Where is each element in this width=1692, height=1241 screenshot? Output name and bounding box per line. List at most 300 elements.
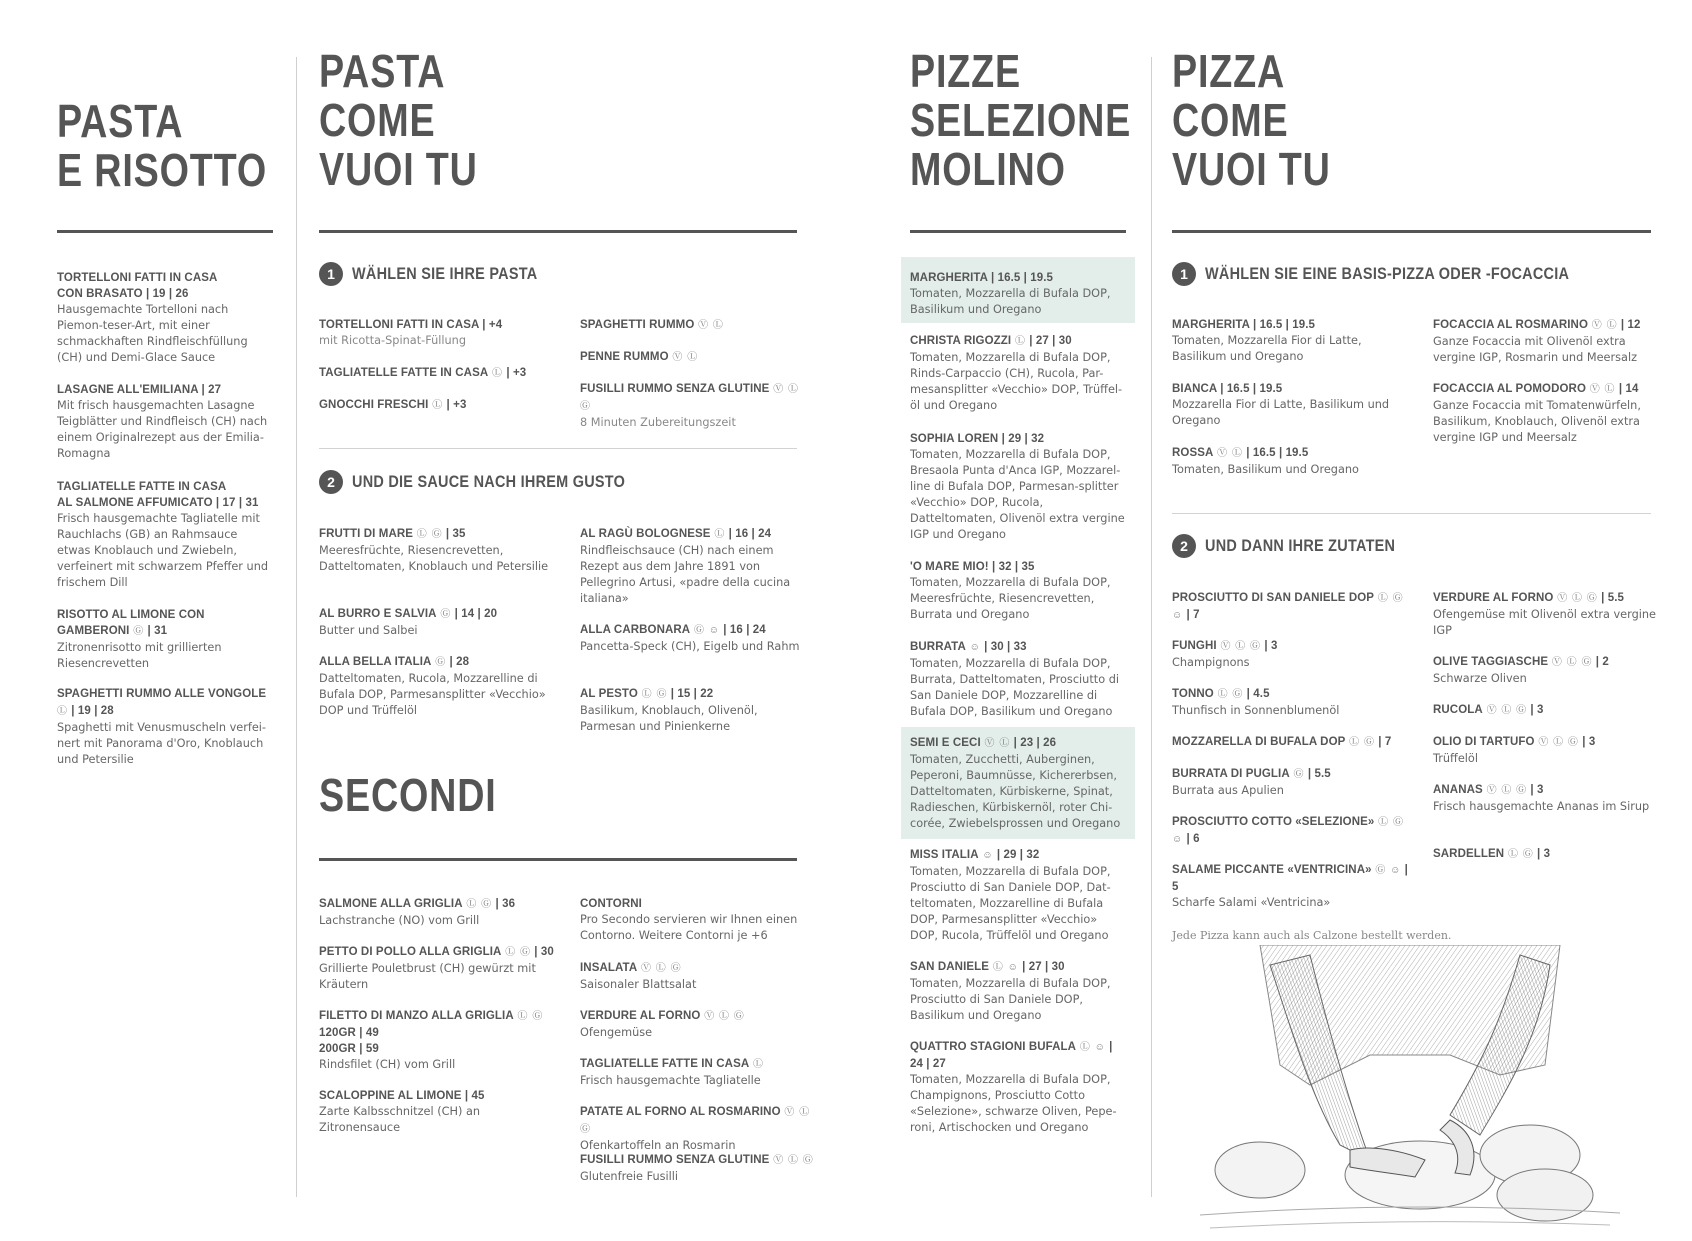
- allergen-icons: Ⓛ: [1011, 336, 1026, 347]
- item-name: [910, 270, 1126, 286]
- item-price: | 7: [1374, 736, 1392, 748]
- item-price: | +4: [479, 319, 503, 331]
- item-name-text: AL SALMONE AFFUMICATO: [57, 497, 213, 509]
- menu-item: [1172, 590, 1412, 624]
- item-price: | 5.5: [1597, 592, 1624, 604]
- item-description: Zitronenrisotto mit grillierten Riesencrevetten: [57, 641, 222, 670]
- menu-item: [910, 639, 1126, 720]
- item-name: [910, 1039, 1126, 1072]
- item-name-text: FOCACCIA AL POMODORO: [1433, 383, 1586, 395]
- menu-item: [1172, 686, 1412, 719]
- menu-item: [580, 349, 805, 366]
- item-name-text: RUCOLA: [1433, 704, 1483, 716]
- item-name-text: BURRATA: [910, 641, 966, 653]
- item-price: | 16 | 24: [725, 528, 772, 540]
- item-description: Frisch hausgemachte Ananas im Sirup: [1433, 800, 1650, 813]
- menu-item: [57, 270, 272, 366]
- menu-item: [1172, 638, 1412, 671]
- item-name-text: MARGHERITA: [910, 272, 988, 284]
- hands-kneading-dough-illustration: [1200, 945, 1620, 1235]
- column-divider: [1151, 57, 1152, 1197]
- item-description: Tomaten, Mozzarella di Bufala DOP, Meeresfrüchte, Riesencrevetten, Burrata und Oregano: [910, 576, 1111, 621]
- item-price: | 28: [446, 656, 470, 668]
- item-description: Ganze Focaccia mit Tomatenwürfeln, Basilikum, Knoblauch, Olivenöl extra vergine IGP und Meersalz: [1433, 399, 1641, 444]
- item-name-text: GNOCCHI FRESCHI: [319, 399, 429, 411]
- allergen-icons: Ⓥ Ⓛ: [694, 320, 724, 331]
- item-description: Tomaten, Mozzarella di Bufala DOP, Basilikum und Oregano: [910, 287, 1111, 316]
- calzone-note: Jede Pizza kann auch als Calzone bestellt werden.: [1172, 929, 1452, 942]
- menu-item: [1433, 654, 1663, 687]
- item-name-text: SPAGHETTI RUMMO ALLE VONGOLE: [57, 688, 267, 700]
- item-description: Burrata aus Apulien: [1172, 784, 1284, 797]
- item-description: Ofengemüse mit Olivenöl extra vergine IGP: [1433, 608, 1656, 637]
- item-name-text: AL PESTO: [580, 688, 638, 700]
- allergen-icons: Ⓛ: [488, 368, 504, 379]
- item-name: [580, 317, 805, 334]
- item-description: Trüffelöl: [1433, 752, 1478, 765]
- item-name-text: LASAGNE ALL'EMILIANA: [57, 384, 199, 396]
- item-name: [580, 381, 805, 415]
- item-name-text: TAGLIATELLE FATTE IN CASA: [57, 481, 227, 493]
- section-rule: [319, 230, 797, 233]
- item-name-text: BURRATA DI PUGLIA: [1172, 768, 1290, 780]
- item-price: | 27 | 30: [1018, 961, 1065, 973]
- item-name-text: FOCACCIA AL ROSMARINO: [1433, 319, 1589, 331]
- menu-item: [57, 686, 272, 768]
- step-title: WÄHLEN SIE IHRE PASTA: [352, 264, 538, 283]
- item-name-text: ROSSA: [1172, 447, 1214, 459]
- item-name: [580, 1152, 815, 1169]
- menu-item: [580, 960, 815, 993]
- item-name: [580, 622, 805, 639]
- item-price: | 29 | 32: [998, 433, 1045, 445]
- step-choose-toppings: [1172, 534, 1429, 558]
- column-divider: [296, 57, 297, 1197]
- item-name-text: 'O MARE MIO!: [910, 561, 989, 573]
- allergen-icons: Ⓛ Ⓖ ☺: [1172, 817, 1404, 845]
- item-price: | 35: [442, 528, 466, 540]
- item-name: [1172, 686, 1412, 703]
- item-name: [319, 606, 559, 623]
- item-name: [57, 270, 272, 302]
- menu-item: [580, 1152, 815, 1185]
- item-description: Tomaten, Mozzarella di Bufala DOP, Prosciutto di San Daniele DOP, Dat-teltomaten, Mozzarelline di Bufala DOP, Parmesansplitter «Vecchio» DOP, Rucola, Trüffelöl und Oregano: [910, 865, 1111, 942]
- step-choose-pasta: [319, 262, 570, 286]
- section-title-pizza-come-vuoi-tu: PIZZA COME VUOI TU: [1172, 45, 1331, 195]
- menu-item: [1172, 734, 1412, 751]
- item-name: [1172, 590, 1412, 624]
- allergen-icons: Ⓛ Ⓖ: [1213, 689, 1244, 700]
- item-name-text: SALMONE ALLA GRIGLIA: [319, 898, 463, 910]
- item-name-text: TAGLIATELLE FATTE IN CASA: [580, 1058, 750, 1070]
- item-name-text: MOZZARELLA DI BUFALA DOP: [1172, 736, 1346, 748]
- menu-item: [580, 526, 805, 607]
- menu-item: [319, 654, 559, 719]
- item-description: Tomaten, Mozzarella di Bufala DOP, Burrata, Datteltomaten, Prosciutto di San Daniele DOP, Mozzarelline di Bufala DOP, Basilikum und Oregano: [910, 657, 1120, 718]
- item-name-text: ALLA BELLA ITALIA: [319, 656, 432, 668]
- item-name-text: PROSCIUTTO COTTO «SELEZIONE»: [1172, 816, 1375, 828]
- divider: [1172, 513, 1651, 514]
- menu-item: [580, 622, 805, 655]
- item-name-text: MISS ITALIA: [910, 849, 979, 861]
- menu-item: [1433, 734, 1663, 767]
- menu-item: [580, 1008, 815, 1041]
- menu-item: [1172, 381, 1397, 429]
- item-description: Pancetta-Speck (CH), Eigelb und Rahm: [580, 640, 800, 653]
- menu-item: [580, 896, 815, 944]
- item-name: [580, 1104, 815, 1138]
- item-name: [580, 686, 805, 703]
- menu-item: [1172, 317, 1397, 365]
- item-name-text: SEMI E CECI: [910, 737, 981, 749]
- item-price: | 7: [1183, 609, 1200, 621]
- item-price: | 19 | 28: [68, 705, 114, 717]
- item-description: Basilikum, Knoblauch, Olivenöl, Parmesan und Pinienkerne: [580, 704, 758, 733]
- item-name-text: SALAME PICCANTE «VENTRICINA»: [1172, 864, 1372, 876]
- item-description: Tomaten, Mozzarella Fior di Latte, Basilikum und Oregano: [1172, 334, 1362, 363]
- menu-item: [580, 381, 805, 431]
- item-description: Thunfisch in Sonnenblumenöl: [1172, 704, 1340, 717]
- item-name: [1172, 734, 1412, 751]
- section-rule: [57, 230, 273, 233]
- step-number: 2: [319, 470, 343, 494]
- item-description: Tomaten, Mozzarella di Bufala DOP, Prosciutto di San Daniele DOP, Basilikum und Oregano: [910, 977, 1111, 1022]
- item-price: | 16.5 | 19.5: [1216, 383, 1283, 395]
- menu-item: [910, 959, 1126, 1024]
- allergen-icons: Ⓥ Ⓛ: [1588, 320, 1618, 331]
- allergen-icons: Ⓛ Ⓖ: [1345, 737, 1375, 748]
- item-price: | 5.5: [1304, 768, 1331, 780]
- allergen-icons: Ⓖ ☺: [690, 625, 720, 636]
- allergen-icons: ☺: [965, 642, 981, 653]
- item-name: [580, 960, 815, 977]
- allergen-icons: Ⓛ: [710, 529, 726, 540]
- allergen-icons: Ⓥ Ⓛ Ⓖ: [1482, 785, 1528, 796]
- allergen-icons: Ⓥ Ⓛ Ⓖ: [1482, 705, 1528, 716]
- item-name: [580, 349, 805, 366]
- item-size-price: 200GR | 59: [319, 1043, 379, 1055]
- item-description: Rindsfilet (CH) vom Grill: [319, 1058, 456, 1071]
- item-price: | +3: [443, 399, 467, 411]
- item-name-text: OLIVE TAGGIASCHE: [1433, 656, 1549, 668]
- item-name: [319, 526, 559, 543]
- item-name: [319, 944, 559, 961]
- item-price: | 23 | 26: [1010, 737, 1057, 749]
- item-price: | 3: [1527, 704, 1544, 716]
- item-name-text: PATATE AL FORNO AL ROSMARINO: [580, 1106, 781, 1118]
- menu-item: [910, 847, 1126, 944]
- item-name: [319, 365, 559, 382]
- allergen-icons: Ⓛ: [749, 1059, 765, 1070]
- menu-item: [319, 397, 559, 414]
- item-name-text: QUATTRO STAGIONI BUFALA: [910, 1041, 1077, 1053]
- item-name-text: ANANAS: [1433, 784, 1483, 796]
- item-name: [1433, 317, 1663, 334]
- item-price: | 3: [1527, 784, 1544, 796]
- menu-item: [580, 686, 805, 735]
- item-price: | 3: [1261, 640, 1278, 652]
- item-description: Grillierte Pouletbrust (CH) gewürzt mit Kräutern: [319, 962, 536, 991]
- item-price: | 6: [1183, 833, 1200, 845]
- item-description: mit Ricotta-Spinat-Füllung: [319, 334, 467, 347]
- item-name: [319, 1088, 559, 1104]
- item-name: [319, 1008, 559, 1025]
- item-description: Meeresfrüchte, Riesencrevetten, Datteltomaten, Knoblauch und Petersilie: [319, 544, 549, 573]
- item-name: [910, 333, 1126, 350]
- allergen-icons: Ⓖ: [436, 609, 452, 620]
- item-name: [1433, 702, 1663, 719]
- allergen-icons: Ⓥ Ⓛ Ⓖ: [1534, 737, 1579, 748]
- item-name-text: FUSILLI RUMMO SENZA GLUTINE: [580, 1154, 770, 1166]
- allergen-icons: Ⓛ Ⓖ: [637, 689, 668, 700]
- item-name: [57, 382, 272, 398]
- item-name: [910, 431, 1126, 447]
- item-name-text: INSALATA: [580, 962, 638, 974]
- item-price: | 2: [1592, 656, 1609, 668]
- item-name-text: TAGLIATELLE FATTE IN CASA: [319, 367, 489, 379]
- menu-item: [1172, 445, 1397, 478]
- item-name-text: SOPHIA LOREN: [910, 433, 999, 445]
- menu-item: [1172, 862, 1412, 911]
- item-name: [1172, 317, 1397, 333]
- item-name-text: PENNE RUMMO: [580, 351, 669, 363]
- item-description: Lachstranche (NO) vom Grill: [319, 914, 480, 927]
- item-name: [57, 686, 272, 720]
- item-price: | 27: [198, 384, 222, 396]
- item-name: [1433, 734, 1663, 751]
- item-price: | 29 | 32: [993, 849, 1040, 861]
- step-title: UND DANN IHRE ZUTATEN: [1205, 536, 1396, 555]
- allergen-icons: Ⓛ: [428, 400, 444, 411]
- item-name: [1433, 381, 1663, 398]
- item-name-text: OLIO DI TARTUFO: [1433, 736, 1535, 748]
- allergen-icons: Ⓥ Ⓛ Ⓖ: [1216, 641, 1262, 652]
- item-description: Schwarze Oliven: [1433, 672, 1527, 685]
- menu-item: [1433, 590, 1663, 639]
- item-description: Saisonaler Blattsalat: [580, 978, 697, 991]
- menu-item: [910, 1039, 1126, 1136]
- step-choose-sauce: [319, 470, 673, 494]
- section-title-pizze-selezione: PIZZE SELEZIONE MOLINO: [910, 45, 1132, 195]
- item-price: | 45: [461, 1090, 485, 1102]
- menu-item: [1433, 702, 1663, 719]
- item-price: | 19 | 26: [142, 288, 189, 300]
- allergen-icons: Ⓛ Ⓖ: [1504, 849, 1534, 860]
- item-price: | 14: [1615, 383, 1639, 395]
- menu-item: [1433, 381, 1663, 446]
- item-name: [57, 607, 272, 640]
- item-name-text: GAMBERONI: [57, 625, 130, 637]
- allergen-icons: Ⓖ ☺: [1371, 865, 1402, 876]
- allergen-icons: Ⓛ ☺: [989, 962, 1019, 973]
- allergen-icons: Ⓛ Ⓖ ☺: [1172, 593, 1404, 621]
- menu-item: [910, 333, 1126, 414]
- item-price: | 16.5 | 19.5: [987, 272, 1054, 284]
- item-price: | 16.5 | 19.5: [1242, 447, 1309, 459]
- item-description: Mozzarella Fior di Latte, Basilikum und Oregano: [1172, 398, 1390, 427]
- item-price: | 36: [492, 898, 516, 910]
- menu-item: [1433, 846, 1663, 863]
- menu-item: [580, 317, 805, 334]
- menu-item: [319, 1088, 559, 1136]
- section-title-pasta-risotto: PASTA E RISOTTO: [57, 95, 267, 196]
- allergen-icons: Ⓛ Ⓖ: [413, 529, 443, 540]
- item-name: [1433, 654, 1663, 671]
- item-name: [910, 735, 1126, 752]
- item-name: [910, 847, 1126, 864]
- item-price: | 31: [144, 625, 168, 637]
- item-price: | 12: [1617, 319, 1641, 331]
- item-name: [1433, 590, 1663, 607]
- item-description: Spaghetti mit Venusmuscheln verfei-nert mit Panorama d'Oro, Knoblauch und Petersilie: [57, 721, 266, 766]
- item-name-text: FILETTO DI MANZO ALLA GRIGLIA: [319, 1010, 514, 1022]
- allergen-icons: Ⓛ Ⓖ: [501, 947, 532, 958]
- item-name-text: VERDURE AL FORNO: [580, 1010, 701, 1022]
- allergen-icons: Ⓥ Ⓛ: [1586, 384, 1616, 395]
- item-name-text: CHRISTA RIGOZZI: [910, 335, 1012, 347]
- item-name-text: SCALOPPINE AL LIMONE: [319, 1090, 462, 1102]
- item-description: Butter und Salbei: [319, 624, 418, 637]
- allergen-icons: Ⓖ: [1289, 769, 1305, 780]
- item-name: [580, 526, 805, 543]
- item-name-text: TONNO: [1172, 688, 1214, 700]
- item-description: 8 Minuten Zubereitungszeit: [580, 416, 736, 429]
- item-name: [1433, 846, 1663, 863]
- allergen-icons: Ⓥ Ⓛ: [980, 738, 1011, 749]
- menu-item: [1433, 782, 1663, 815]
- allergen-icons: Ⓛ ☺: [1076, 1042, 1106, 1053]
- menu-item: [580, 1104, 815, 1154]
- section-rule: [1172, 230, 1651, 233]
- allergen-icons: Ⓥ Ⓛ Ⓖ: [769, 1155, 814, 1166]
- menu-item: [910, 735, 1126, 832]
- menu-item: [580, 1056, 815, 1089]
- item-name-text: PROSCIUTTO DI SAN DANIELE DOP: [1172, 592, 1375, 604]
- item-price: | 30: [531, 946, 554, 958]
- item-description: Tomaten, Zucchetti, Auberginen, Peperoni, Baumnüsse, Kichererbsen, Datteltomaten, Kürbiskerne, Spinat, Radieschen, Kürbiskernöl, roter Chi-corée, Zwiebelsprossen und Oregano: [910, 753, 1121, 830]
- menu-item: [319, 1008, 559, 1073]
- menu-item: [910, 559, 1126, 623]
- item-name-text: BIANCA: [1172, 383, 1217, 395]
- item-description: Ganze Focaccia mit Olivenöl extra vergine IGP, Rosmarin und Meersalz: [1433, 335, 1638, 364]
- item-price: | 14 | 20: [451, 608, 498, 620]
- item-price: | 15 | 22: [667, 688, 714, 700]
- item-description: Datteltomaten, Rucola, Mozzarelline di Bufala DOP, Parmesansplitter «Vecchio» DOP und Trüffelöl: [319, 672, 546, 717]
- item-name-text: TORTELLONI FATTI IN CASA: [319, 319, 479, 331]
- item-description: Tomaten, Mozzarella di Bufala DOP, Bresaola Punta d'Anca IGP, Mozzarel-line di Bufala DOP, Parmesan-splitter «Vecchio» DOP, Rucola, Datteltomaten, Olivenöl extra vergine IGP und Oregano: [910, 448, 1125, 541]
- item-name-text: AL RAGÙ BOLOGNESE: [580, 528, 711, 540]
- allergen-icons: Ⓛ Ⓖ: [513, 1011, 544, 1022]
- menu-item: [57, 382, 272, 462]
- item-price: | 16.5 | 19.5: [1249, 319, 1316, 331]
- menu-item: [319, 317, 559, 349]
- item-name: [1433, 782, 1663, 799]
- menu-item: [57, 607, 272, 672]
- item-name-text: CON BRASATO: [57, 288, 143, 300]
- item-description: Mit frisch hausgemachten Lasagne Teigblätter und Rindfleisch (CH) nach einem Originalrezept aus der Emilia-Romagna: [57, 399, 268, 460]
- step-choose-base: [1172, 262, 1633, 286]
- item-name: [1172, 862, 1412, 895]
- item-size-price: 120GR | 49: [319, 1027, 379, 1039]
- step-title: UND DIE SAUCE NACH IHREM GUSTO: [352, 472, 626, 491]
- item-name: [580, 896, 815, 912]
- item-name-text: SARDELLEN: [1433, 848, 1505, 860]
- item-description: Scharfe Salami «Ventricina»: [1172, 896, 1331, 909]
- item-description: Frisch hausgemachte Tagliatelle: [580, 1074, 761, 1087]
- menu-item: [319, 606, 559, 639]
- section-rule: [319, 858, 797, 861]
- item-description: Rindfleischsauce (CH) nach einem Rezept aus dem Jahre 1891 von Pellegrino Artusi, «padre della cucina italiana»: [580, 544, 791, 605]
- item-description: Hausgemachte Tortelloni nach Piemon-teser-Art, mit einer schmackhaften Rindfleischfüllung (CH) und Demi-Glace Sauce: [57, 303, 248, 364]
- item-name: [580, 1056, 815, 1073]
- item-name-text: VERDURE AL FORNO: [1433, 592, 1554, 604]
- item-name: [57, 479, 272, 511]
- item-description: Ofenkartoffeln an Rosmarin: [580, 1139, 736, 1152]
- section-title-secondi: SECONDI: [319, 769, 497, 821]
- menu-item: [910, 270, 1126, 318]
- menu-item: [910, 431, 1126, 543]
- step-number: 1: [319, 262, 343, 286]
- allergen-icons: Ⓛ Ⓖ: [462, 899, 493, 910]
- menu-item: [57, 479, 272, 591]
- section-title-pasta-come-vuoi-tu: PASTA COME VUOI TU: [319, 45, 478, 195]
- item-description: Champignons: [1172, 656, 1250, 669]
- item-name: [1172, 445, 1397, 462]
- item-description: Tomaten, Mozzarella di Bufala DOP, Rinds-Carpaccio (CH), Rucola, Par-mesansplitter «Vecchio» DOP, Trüffel-öl und Oregano: [910, 351, 1123, 412]
- item-description: Zarte Kalbsschnitzel (CH) an Zitronensauce: [319, 1105, 481, 1134]
- item-price: | 32 | 35: [988, 561, 1035, 573]
- item-price: | 27 | 30: [1025, 335, 1072, 347]
- allergen-icons: Ⓥ Ⓛ Ⓖ: [637, 963, 682, 974]
- step-number: 2: [1172, 534, 1196, 558]
- item-name: [1172, 766, 1412, 783]
- item-name-text: RISOTTO AL LIMONE CON: [57, 609, 205, 621]
- allergen-icons: Ⓖ: [129, 626, 145, 637]
- allergen-icons: Ⓥ Ⓛ Ⓖ: [700, 1011, 745, 1022]
- item-description: Ofengemüse: [580, 1026, 653, 1039]
- allergen-icons: Ⓖ: [431, 657, 447, 668]
- item-name-text: MARGHERITA: [1172, 319, 1250, 331]
- item-name-text: FUSILLI RUMMO SENZA GLUTINE: [580, 383, 770, 395]
- item-name: [1172, 638, 1412, 655]
- menu-item: [319, 896, 559, 929]
- allergen-icons: Ⓥ Ⓛ Ⓖ: [1553, 593, 1598, 604]
- item-name-text: FRUTTI DI MARE: [319, 528, 414, 540]
- item-name-text: CONTORNI: [580, 898, 642, 910]
- item-price: | 4.5: [1243, 688, 1270, 700]
- item-name-text: TORTELLONI FATTI IN CASA: [57, 272, 218, 284]
- allergen-icons: Ⓥ Ⓛ: [1213, 448, 1243, 459]
- menu-item: [1433, 317, 1663, 366]
- section-rule: [910, 230, 1126, 233]
- item-name-text: AL BURRO E SALVIA: [319, 608, 437, 620]
- allergen-icons: Ⓥ Ⓛ Ⓖ: [580, 1107, 811, 1135]
- allergen-icons: ☺: [978, 850, 994, 861]
- item-description: Glutenfreie Fusilli: [580, 1170, 679, 1183]
- step-number: 1: [1172, 262, 1196, 286]
- item-price: | 17 | 31: [212, 497, 259, 509]
- menu-item: [319, 365, 559, 382]
- item-price: | 24 | 27: [910, 1041, 1113, 1070]
- item-name: [319, 317, 559, 333]
- item-name: [319, 654, 559, 671]
- item-name: [580, 1008, 815, 1025]
- item-name-text: FUNGHI: [1172, 640, 1217, 652]
- menu-item: [1172, 814, 1412, 848]
- item-name: [1172, 381, 1397, 397]
- item-name: [910, 639, 1126, 656]
- item-description: Tomaten, Mozzarella di Bufala DOP, Champignons, Prosciutto Cotto «Selezione», schwarze Oliven, Pepe-roni, Artischocken und Oregano: [910, 1073, 1117, 1134]
